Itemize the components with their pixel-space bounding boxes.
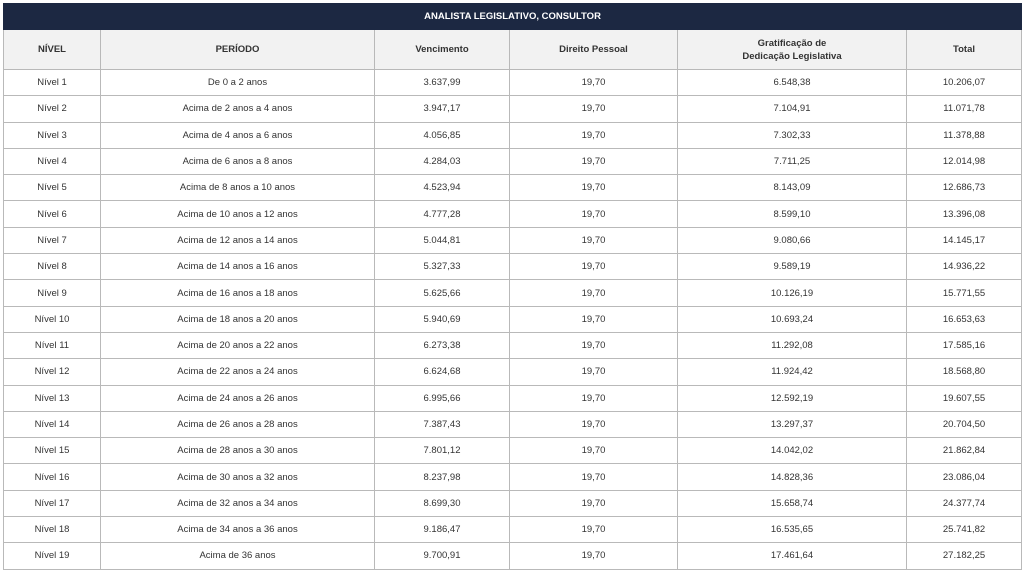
- cell-gratificacao: 7.302,33: [678, 122, 907, 148]
- cell-direito-pessoal: 19,70: [510, 359, 678, 385]
- cell-vencimento: 7.801,12: [375, 438, 510, 464]
- cell-periodo: Acima de 12 anos a 14 anos: [101, 227, 375, 253]
- cell-periodo: Acima de 22 anos a 24 anos: [101, 359, 375, 385]
- cell-gratificacao: 9.080,66: [678, 227, 907, 253]
- cell-direito-pessoal: 19,70: [510, 411, 678, 437]
- cell-gratificacao: 12.592,19: [678, 385, 907, 411]
- cell-direito-pessoal: 19,70: [510, 227, 678, 253]
- cell-nivel: Nível 16: [4, 464, 101, 490]
- cell-total: 15.771,55: [907, 280, 1022, 306]
- cell-gratificacao: 10.126,19: [678, 280, 907, 306]
- cell-periodo: Acima de 26 anos a 28 anos: [101, 411, 375, 437]
- cell-gratificacao: 15.658,74: [678, 490, 907, 516]
- cell-periodo: Acima de 24 anos a 26 anos: [101, 385, 375, 411]
- cell-periodo: Acima de 32 anos a 34 anos: [101, 490, 375, 516]
- cell-vencimento: 8.699,30: [375, 490, 510, 516]
- cell-direito-pessoal: 19,70: [510, 122, 678, 148]
- cell-total: 17.585,16: [907, 332, 1022, 358]
- cell-nivel: Nível 15: [4, 438, 101, 464]
- cell-periodo: Acima de 10 anos a 12 anos: [101, 201, 375, 227]
- cell-direito-pessoal: 19,70: [510, 543, 678, 569]
- cell-vencimento: 8.237,98: [375, 464, 510, 490]
- cell-vencimento: 5.940,69: [375, 306, 510, 332]
- cell-gratificacao: 13.297,37: [678, 411, 907, 437]
- cell-gratificacao: 7.104,91: [678, 96, 907, 122]
- cell-direito-pessoal: 19,70: [510, 332, 678, 358]
- cell-direito-pessoal: 19,70: [510, 254, 678, 280]
- cell-periodo: Acima de 6 anos a 8 anos: [101, 148, 375, 174]
- cell-nivel: Nível 1: [4, 70, 101, 96]
- cell-periodo: Acima de 18 anos a 20 anos: [101, 306, 375, 332]
- header-nivel: NÍVEL: [4, 30, 101, 70]
- cell-periodo: Acima de 28 anos a 30 anos: [101, 438, 375, 464]
- cell-periodo: Acima de 14 anos a 16 anos: [101, 254, 375, 280]
- cell-vencimento: 5.327,33: [375, 254, 510, 280]
- table-row: [4, 175, 1022, 201]
- cell-nivel: Nível 10: [4, 306, 101, 332]
- cell-nivel: Nível 12: [4, 359, 101, 385]
- cell-direito-pessoal: 19,70: [510, 201, 678, 227]
- cell-total: 20.704,50: [907, 411, 1022, 437]
- cell-direito-pessoal: 19,70: [510, 96, 678, 122]
- header-vencimento: Vencimento: [375, 30, 510, 70]
- cell-periodo: Acima de 8 anos a 10 anos: [101, 175, 375, 201]
- cell-total: 13.396,08: [907, 201, 1022, 227]
- cell-vencimento: 6.995,66: [375, 385, 510, 411]
- cell-total: 12.014,98: [907, 148, 1022, 174]
- cell-total: 16.653,63: [907, 306, 1022, 332]
- cell-nivel: Nível 3: [4, 122, 101, 148]
- cell-nivel: Nível 18: [4, 517, 101, 543]
- table-row: [4, 70, 1022, 96]
- cell-direito-pessoal: 19,70: [510, 490, 678, 516]
- cell-nivel: Nível 6: [4, 201, 101, 227]
- table-row: [4, 490, 1022, 516]
- cell-gratificacao: 10.693,24: [678, 306, 907, 332]
- table-row: [4, 517, 1022, 543]
- cell-total: 24.377,74: [907, 490, 1022, 516]
- cell-gratificacao: 14.042,02: [678, 438, 907, 464]
- table-row: [4, 332, 1022, 358]
- header-gratificacao-line2: Dedicação Legislativa: [742, 50, 842, 62]
- cell-vencimento: 4.056,85: [375, 122, 510, 148]
- table-row: [4, 148, 1022, 174]
- cell-vencimento: 5.625,66: [375, 280, 510, 306]
- table-row: [4, 359, 1022, 385]
- table-body: [4, 70, 1022, 570]
- cell-nivel: Nível 4: [4, 148, 101, 174]
- cell-periodo: Acima de 30 anos a 32 anos: [101, 464, 375, 490]
- header-periodo: PERÍODO: [101, 30, 375, 70]
- cell-periodo: Acima de 36 anos: [101, 543, 375, 569]
- cell-direito-pessoal: 19,70: [510, 385, 678, 411]
- cell-total: 10.206,07: [907, 70, 1022, 96]
- table-header-row: [4, 30, 1022, 70]
- cell-total: 25.741,82: [907, 517, 1022, 543]
- cell-vencimento: 5.044,81: [375, 227, 510, 253]
- cell-nivel: Nível 17: [4, 490, 101, 516]
- table-title-row: [4, 4, 1022, 30]
- table-row: [4, 438, 1022, 464]
- cell-total: 21.862,84: [907, 438, 1022, 464]
- cell-gratificacao: 9.589,19: [678, 254, 907, 280]
- cell-gratificacao: 8.599,10: [678, 201, 907, 227]
- cell-vencimento: 3.947,17: [375, 96, 510, 122]
- cell-total: 27.182,25: [907, 543, 1022, 569]
- cell-gratificacao: 14.828,36: [678, 464, 907, 490]
- cell-vencimento: 4.523,94: [375, 175, 510, 201]
- cell-total: 14.936,22: [907, 254, 1022, 280]
- cell-nivel: Nível 14: [4, 411, 101, 437]
- cell-gratificacao: 8.143,09: [678, 175, 907, 201]
- cell-direito-pessoal: 19,70: [510, 175, 678, 201]
- cell-gratificacao: 16.535,65: [678, 517, 907, 543]
- cell-direito-pessoal: 19,70: [510, 70, 678, 96]
- cell-vencimento: 4.284,03: [375, 148, 510, 174]
- table-row: [4, 280, 1022, 306]
- cell-vencimento: 3.637,99: [375, 70, 510, 96]
- cell-total: 18.568,80: [907, 359, 1022, 385]
- header-total: Total: [907, 30, 1022, 70]
- cell-vencimento: 6.273,38: [375, 332, 510, 358]
- cell-total: 19.607,55: [907, 385, 1022, 411]
- salary-table-container: [3, 3, 1021, 570]
- cell-vencimento: 6.624,68: [375, 359, 510, 385]
- header-gratificacao-line1: Gratificação de: [757, 37, 827, 49]
- cell-total: 23.086,04: [907, 464, 1022, 490]
- cell-direito-pessoal: 19,70: [510, 438, 678, 464]
- table-row: [4, 96, 1022, 122]
- cell-gratificacao: 11.292,08: [678, 332, 907, 358]
- cell-nivel: Nível 2: [4, 96, 101, 122]
- cell-direito-pessoal: 19,70: [510, 280, 678, 306]
- cell-direito-pessoal: 19,70: [510, 517, 678, 543]
- salary-table: [3, 3, 1022, 570]
- cell-total: 12.686,73: [907, 175, 1022, 201]
- cell-direito-pessoal: 19,70: [510, 148, 678, 174]
- cell-nivel: Nível 19: [4, 543, 101, 569]
- cell-periodo: De 0 a 2 anos: [101, 70, 375, 96]
- cell-vencimento: 9.700,91: [375, 543, 510, 569]
- cell-periodo: Acima de 34 anos a 36 anos: [101, 517, 375, 543]
- cell-total: 11.071,78: [907, 96, 1022, 122]
- cell-nivel: Nível 9: [4, 280, 101, 306]
- cell-periodo: Acima de 2 anos a 4 anos: [101, 96, 375, 122]
- table-row: [4, 227, 1022, 253]
- cell-direito-pessoal: 19,70: [510, 306, 678, 332]
- table-row: [4, 201, 1022, 227]
- cell-total: 14.145,17: [907, 227, 1022, 253]
- cell-nivel: Nível 7: [4, 227, 101, 253]
- cell-nivel: Nível 5: [4, 175, 101, 201]
- cell-total: 11.378,88: [907, 122, 1022, 148]
- table-row: [4, 385, 1022, 411]
- table-row: [4, 411, 1022, 437]
- cell-vencimento: 7.387,43: [375, 411, 510, 437]
- cell-periodo: Acima de 16 anos a 18 anos: [101, 280, 375, 306]
- table-row: [4, 254, 1022, 280]
- table-row: [4, 464, 1022, 490]
- cell-periodo: Acima de 20 anos a 22 anos: [101, 332, 375, 358]
- cell-gratificacao: 7.711,25: [678, 148, 907, 174]
- cell-vencimento: 4.777,28: [375, 201, 510, 227]
- cell-vencimento: 9.186,47: [375, 517, 510, 543]
- cell-nivel: Nível 11: [4, 332, 101, 358]
- table-title: ANALISTA LEGISLATIVO, CONSULTOR: [4, 4, 1022, 30]
- header-gratificacao: [678, 30, 907, 70]
- cell-periodo: Acima de 4 anos a 6 anos: [101, 122, 375, 148]
- table-row: [4, 543, 1022, 569]
- header-direito-pessoal: Direito Pessoal: [510, 30, 678, 70]
- table-row: [4, 122, 1022, 148]
- cell-gratificacao: 17.461,64: [678, 543, 907, 569]
- cell-direito-pessoal: 19,70: [510, 464, 678, 490]
- cell-nivel: Nível 13: [4, 385, 101, 411]
- table-row: [4, 306, 1022, 332]
- cell-nivel: Nível 8: [4, 254, 101, 280]
- cell-gratificacao: 11.924,42: [678, 359, 907, 385]
- cell-gratificacao: 6.548,38: [678, 70, 907, 96]
